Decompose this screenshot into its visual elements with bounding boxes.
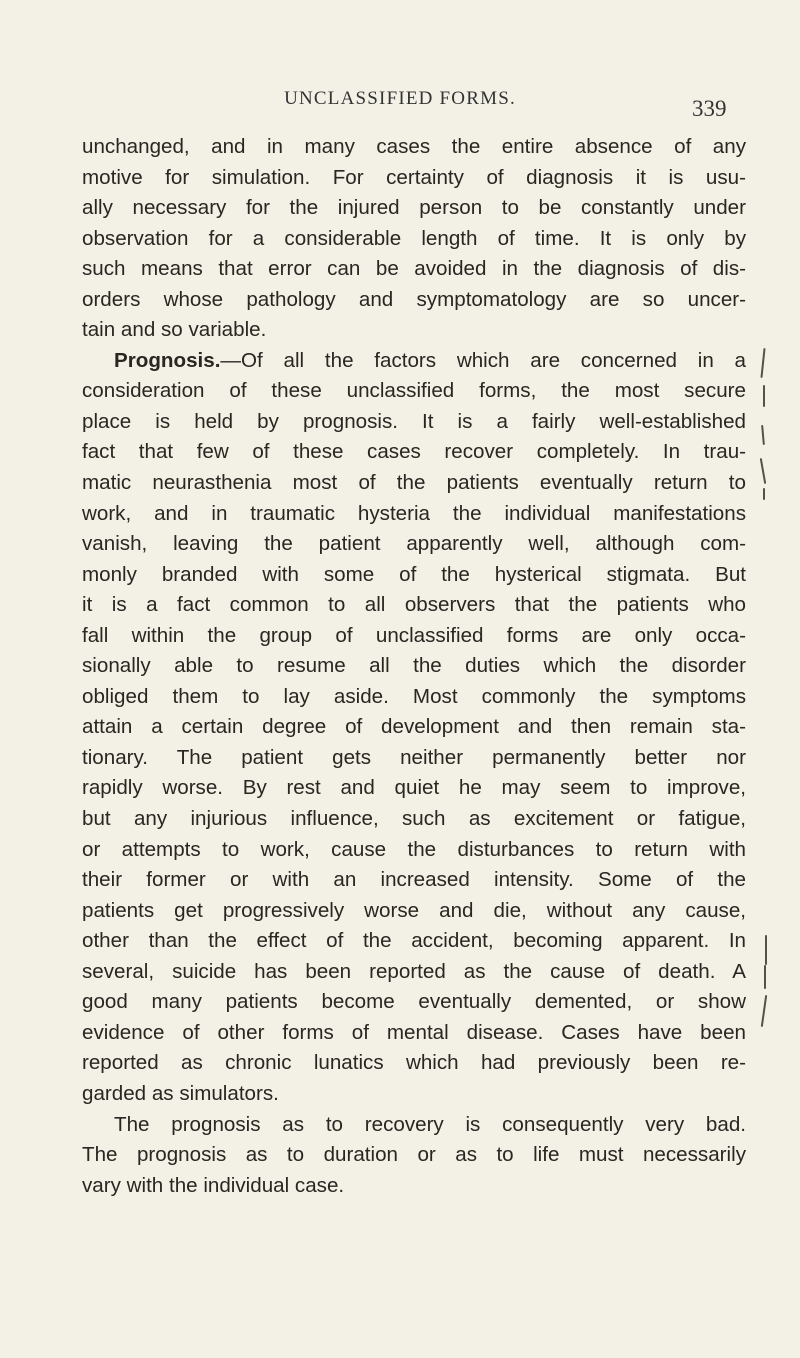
running-head: UNCLASSIFIED FORMS.: [284, 88, 516, 109]
text-line: vanish, leaving the patient apparently well, although com-: [82, 532, 746, 556]
text-line: but any injurious influence, such as excitement or fatigue,: [82, 807, 746, 831]
text-line: rapidly worse. By rest and quiet he may seem to improve,: [82, 776, 746, 800]
text-line: tionary. The patient gets neither permanently better nor: [82, 745, 746, 769]
text-line: monly branded with some of the hysterical stigmata. But: [82, 562, 746, 586]
edge-mark: [763, 385, 765, 407]
text-line: attain a certain degree of development and then remain sta-: [82, 715, 746, 739]
text-line: fall within the group of unclassified forms are only occa-: [82, 623, 746, 647]
text-line: observation for a considerable length of time. It is only by: [82, 226, 746, 250]
text-line: orders whose pathology and symptomatology are so uncer-: [82, 287, 746, 311]
edge-mark: [765, 935, 767, 965]
page-number: 339: [692, 96, 727, 121]
text-line: good many patients become eventually demented, or show: [82, 990, 746, 1014]
prognosis-heading: Prognosis.: [114, 348, 221, 372]
text-line: garded as simulators.: [82, 1081, 279, 1105]
text-line: place is held by prognosis. It is a fairly well-established: [82, 409, 746, 433]
text-line: other than the effect of the accident, becoming apparent. In: [82, 929, 746, 953]
text-line: tain and so variable.: [82, 318, 267, 342]
text-line: vary with the individual case.: [82, 1173, 345, 1197]
text-line: sionally able to resume all the duties which the disorder: [82, 654, 746, 678]
text-line: evidence of other forms of mental disease. Cases have been: [82, 1020, 746, 1044]
text-line: matic neurasthenia most of the patients eventually return to: [82, 471, 746, 495]
text-line: work, and in traumatic hysteria the individual manifestations: [82, 501, 746, 525]
text-line: —Of all the factors which are concerned in a: [220, 348, 746, 372]
text-line: motive for simulation. For certainty of diagnosis it is usu-: [82, 165, 746, 189]
prognosis-paragraph-first-line: [82, 346, 746, 377]
edge-mark: [761, 425, 765, 445]
text-line: such means that error can be avoided in the diagnosis of dis-: [82, 257, 746, 281]
text-line: unchanged, and in many cases the entire absence of any: [82, 135, 746, 158]
edge-mark: [760, 458, 766, 484]
text-line: ally necessary for the injured person to be constantly under: [82, 196, 746, 220]
text-line: patients get progressively worse and die, without any cause,: [82, 898, 746, 922]
text-line: The prognosis as to recovery is consequently very bad.: [114, 1112, 746, 1136]
text-line: it is a fact common to all observers that the patients who: [82, 593, 746, 617]
text-line: The prognosis as to duration or as to life must necessarily: [82, 1143, 746, 1167]
edge-mark: [764, 965, 766, 989]
text-line: fact that few of these cases recover completely. In trau-: [82, 440, 746, 464]
text-line: reported as chronic lunatics which had previously been re-: [82, 1051, 746, 1075]
body-text: [82, 132, 746, 1201]
edge-mark: [763, 488, 765, 500]
text-line: obliged them to lay aside. Most commonly the symptoms: [82, 684, 746, 708]
text-line: several, suicide has been reported as the cause of death. A: [82, 959, 746, 983]
edge-mark: [761, 995, 767, 1027]
text-line: consideration of these unclassified forms, the most secure: [82, 379, 746, 403]
text-line: or attempts to work, cause the disturbances to return with: [82, 837, 746, 861]
edge-mark: [760, 348, 765, 378]
text-line: their former or with an increased intensity. Some of the: [82, 868, 746, 892]
